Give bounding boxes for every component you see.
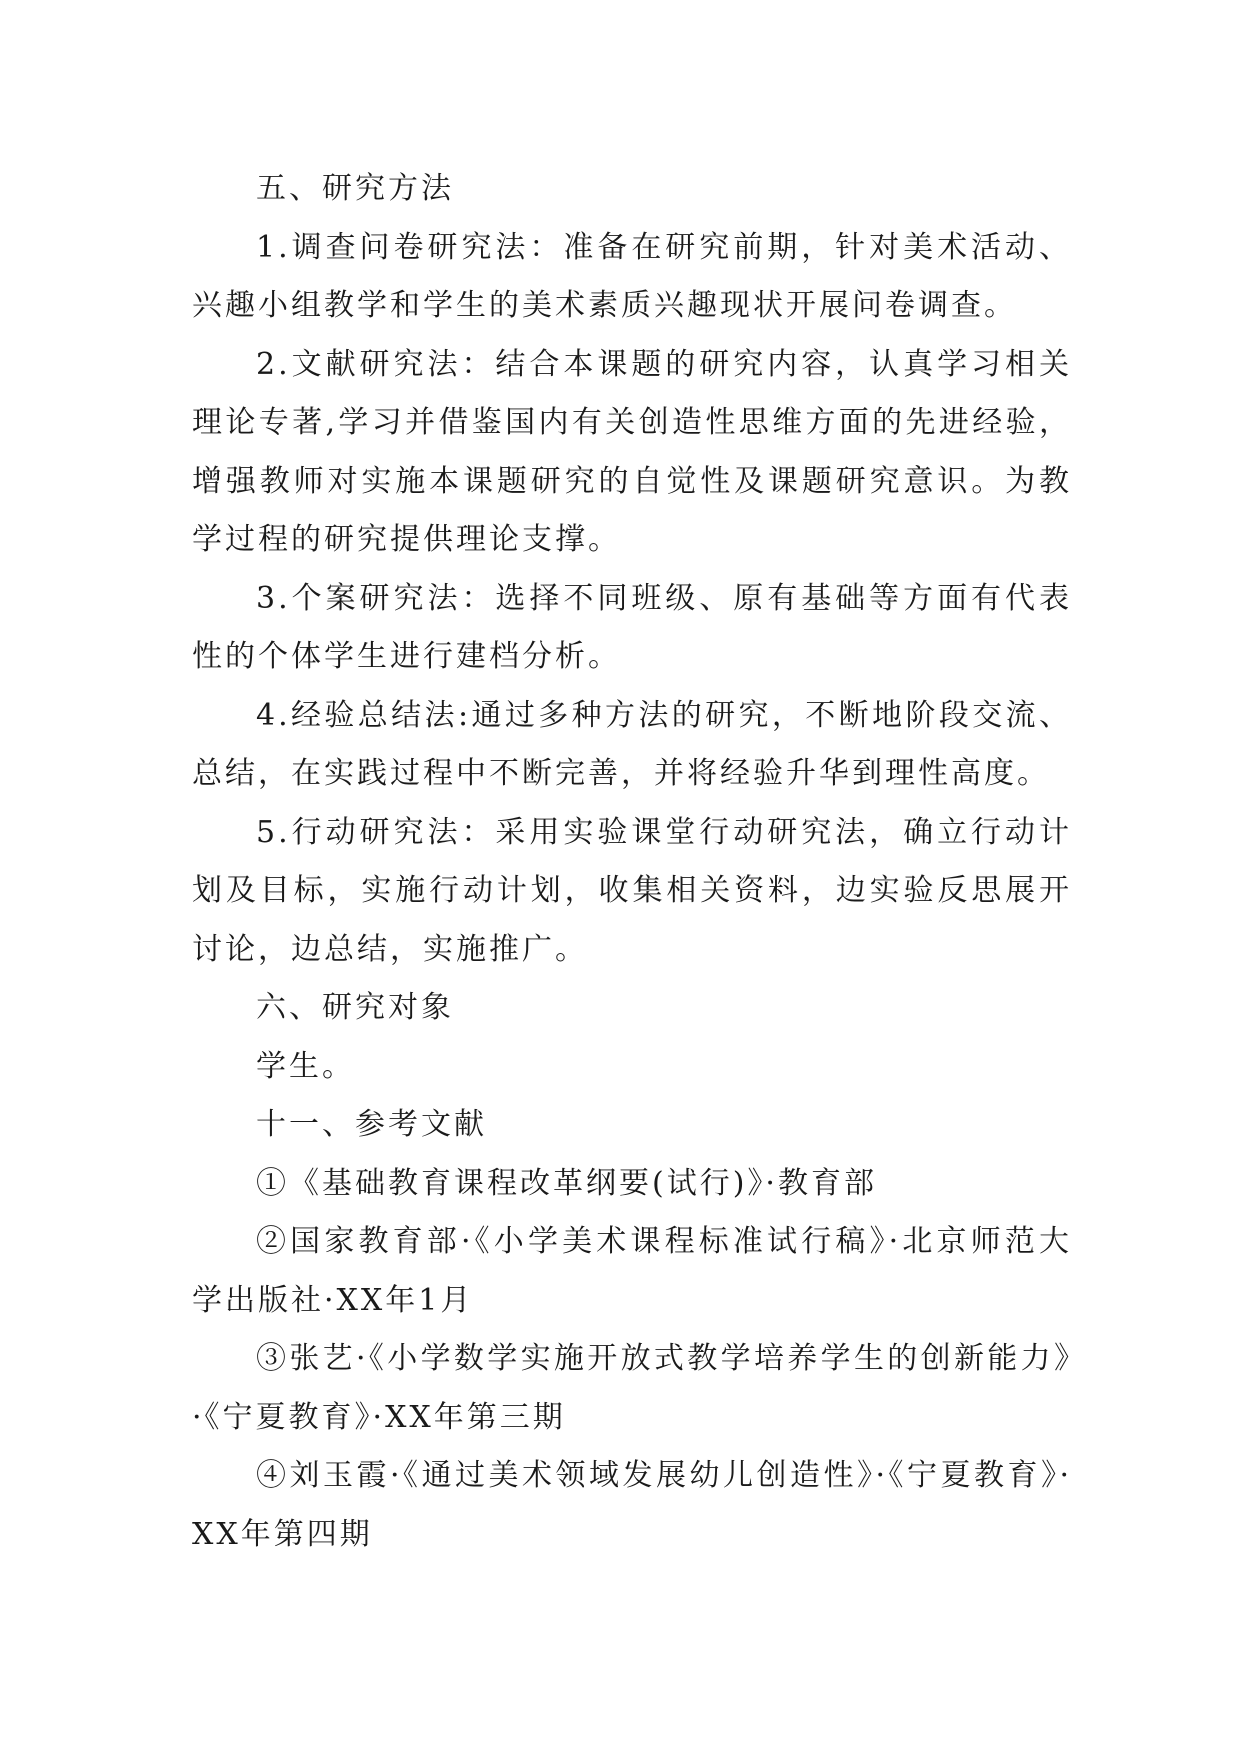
section-heading-references: 十一、参考文献 bbox=[256, 1107, 487, 1142]
section-heading-research-methods: 五、研究方法 bbox=[256, 171, 454, 206]
paragraph-action-research-method: 5.行动研究法：采用实验课堂行动研究法，确立行动计划及目标，实施行动计划，收集相关资料，边实验反思展开讨论，边总结，实施推广。 bbox=[192, 814, 1072, 967]
reference-item-1: ①《基础教育课程改革纲要(试行)》·教育部 bbox=[256, 1165, 877, 1201]
section-heading-research-subjects: 六、研究对象 bbox=[256, 990, 454, 1025]
reference-item-3: ③张艺·《小学数学实施开放式教学培养学生的创新能力》·《宁夏教育》·XX年第三期 bbox=[192, 1341, 1072, 1435]
reference-item-4: ④刘玉霞·《通过美术领域发展幼儿创造性》·《宁夏教育》·XX年第四期 bbox=[192, 1458, 1072, 1552]
document-body bbox=[192, 160, 1072, 1564]
paragraph-research-subjects: 学生。 bbox=[256, 1048, 355, 1084]
paragraph-experience-summary-method: 4.经验总结法:通过多种方法的研究，不断地阶段交流、总结，在实践过程中不断完善，并将经验升华到理性高度。 bbox=[192, 697, 1072, 791]
paragraph-case-study-method: 3.个案研究法：选择不同班级、原有基础等方面有代表性的个体学生进行建档分析。 bbox=[192, 580, 1072, 674]
paragraph-questionnaire-method: 1.调查问卷研究法：准备在研究前期，针对美术活动、兴趣小组教学和学生的美术素质兴趣现状开展问卷调查。 bbox=[192, 229, 1072, 323]
paragraph-literature-method: 2.文献研究法：结合本课题的研究内容，认真学习相关理论专著,学习并借鉴国内有关创造性思维方面的先进经验，增强教师对实施本课题研究的自觉性及课题研究意识。为教学过程的研究提供理论支撑。 bbox=[192, 346, 1072, 557]
reference-item-2: ②国家教育部·《小学美术课程标准试行稿》·北京师范大学出版社·XX年1月 bbox=[192, 1224, 1072, 1318]
